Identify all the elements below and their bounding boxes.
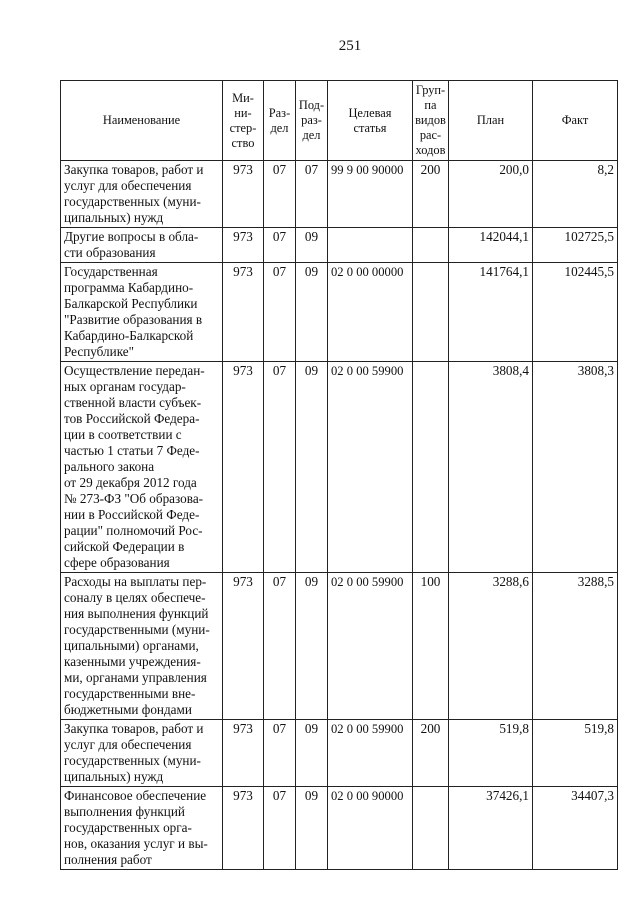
row-ministry: 973 (223, 228, 264, 263)
col-header-ministry: Ми- ни- стер- ство (223, 81, 264, 161)
row-name: Государственная программа Кабардино- Балкарской Республики "Развитие образования в Кабардино-Балкарской Республике" (61, 263, 223, 362)
row-ministry: 973 (223, 573, 264, 720)
row-name: Осуществление передан- ных органам государ- ственной власти субъек- тов Российской Федера- ции в соответствии с частью 1 статьи 7 Феде- рального закона от 29 декабря 2012 года № 273-ФЗ "Об образова- нии в Российской Феде- рации" полномочий Рос- сийской Федерации в сфере образования (61, 362, 223, 573)
table-row (61, 228, 618, 263)
row-subsection: 09 (296, 362, 328, 573)
row-target: 02 0 00 59900 (328, 362, 413, 573)
col-header-name: Наименование (61, 81, 223, 161)
row-section: 07 (264, 161, 296, 228)
row-expense-group: 100 (413, 573, 449, 720)
table-row (61, 263, 618, 362)
row-section: 07 (264, 228, 296, 263)
row-plan: 141764,1 (449, 263, 533, 362)
row-expense-group (413, 263, 449, 362)
row-fact: 102445,5 (533, 263, 618, 362)
row-plan: 3288,6 (449, 573, 533, 720)
col-header-plan: План (449, 81, 533, 161)
row-expense-group (413, 787, 449, 870)
row-plan: 3808,4 (449, 362, 533, 573)
row-name: Расходы на выплаты пер- соналу в целях обеспече- ния выполнения функций государственными (муни- ципальными) органами, казенными учреждения- ми, органами управления государственными вне- бюджетными фондами (61, 573, 223, 720)
row-subsection: 09 (296, 573, 328, 720)
row-name: Закупка товаров, работ и услуг для обеспечения государственных (муни- ципальных) нужд (61, 720, 223, 787)
row-fact: 3288,5 (533, 573, 618, 720)
row-section: 07 (264, 362, 296, 573)
row-ministry: 973 (223, 161, 264, 228)
row-ministry: 973 (223, 720, 264, 787)
row-fact: 34407,3 (533, 787, 618, 870)
table-row (61, 573, 618, 720)
row-name: Другие вопросы в обла- сти образования (61, 228, 223, 263)
row-section: 07 (264, 263, 296, 362)
row-target: 02 0 00 59900 (328, 573, 413, 720)
row-target: 02 0 00 00000 (328, 263, 413, 362)
row-target (328, 228, 413, 263)
header-row (61, 81, 618, 161)
row-expense-group (413, 228, 449, 263)
row-name: Финансовое обеспечение выполнения функций государственных орга- нов, оказания услуг и вы- полнения работ (61, 787, 223, 870)
budget-table (60, 80, 618, 870)
row-fact: 102725,5 (533, 228, 618, 263)
row-target: 99 9 00 90000 (328, 161, 413, 228)
row-subsection: 09 (296, 263, 328, 362)
col-header-expense-group: Груп- па видов рас- ходов (413, 81, 449, 161)
row-fact: 519,8 (533, 720, 618, 787)
col-header-subsection: Под- раз- дел (296, 81, 328, 161)
col-header-target: Целевая статья (328, 81, 413, 161)
row-ministry: 973 (223, 263, 264, 362)
row-subsection: 09 (296, 228, 328, 263)
page-number: 251 (338, 38, 362, 54)
col-header-section: Раз- дел (264, 81, 296, 161)
table-row (61, 362, 618, 573)
row-subsection: 09 (296, 720, 328, 787)
table-row (61, 787, 618, 870)
row-section: 07 (264, 573, 296, 720)
row-plan: 37426,1 (449, 787, 533, 870)
row-target: 02 0 00 59900 (328, 720, 413, 787)
row-name: Закупка товаров, работ и услуг для обеспечения государственных (муни- ципальных) нужд (61, 161, 223, 228)
row-target: 02 0 00 90000 (328, 787, 413, 870)
row-plan: 200,0 (449, 161, 533, 228)
row-section: 07 (264, 720, 296, 787)
row-ministry: 973 (223, 787, 264, 870)
row-expense-group: 200 (413, 720, 449, 787)
row-section: 07 (264, 787, 296, 870)
row-expense-group: 200 (413, 161, 449, 228)
col-header-fact: Факт (533, 81, 618, 161)
row-fact: 3808,3 (533, 362, 618, 573)
row-plan: 519,8 (449, 720, 533, 787)
row-subsection: 07 (296, 161, 328, 228)
row-plan: 142044,1 (449, 228, 533, 263)
row-subsection: 09 (296, 787, 328, 870)
row-fact: 8,2 (533, 161, 618, 228)
row-expense-group (413, 362, 449, 573)
row-ministry: 973 (223, 362, 264, 573)
table-row (61, 720, 618, 787)
table-row (61, 161, 618, 228)
